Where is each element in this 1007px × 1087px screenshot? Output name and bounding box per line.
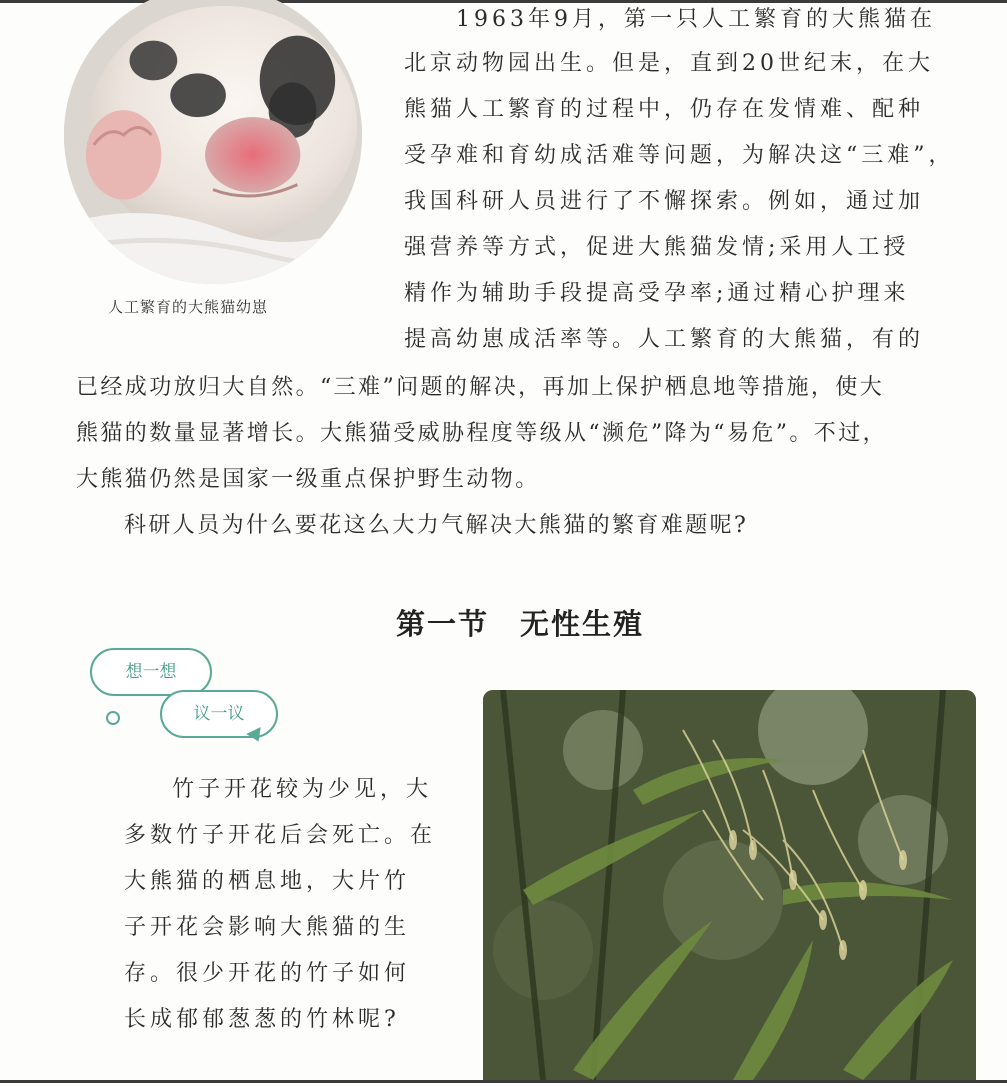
bubble-dot — [106, 711, 120, 725]
discuss-label: 议一议 — [193, 704, 245, 724]
discussion-line: 多数竹子开花后会死亡。在 — [124, 823, 437, 848]
intro-line: 受孕难和育幼成活难等问题，为解决这“三难”， — [404, 143, 955, 168]
discussion-line: 子开花会影响大熊猫的生 — [124, 915, 411, 940]
bottom-border — [0, 1080, 1007, 1083]
think-label: 想一想 — [125, 662, 177, 682]
question-line: 科研人员为什么要花这么大力气解决大熊猫的繁育难题呢? — [124, 513, 749, 538]
intro-line: 北京动物园出生。但是，直到20世纪末，在大 — [404, 51, 934, 76]
intro-line: 精作为辅助手段提高受孕率;通过精心护理来 — [404, 281, 910, 306]
intro-line: 熊猫人工繁育的过程中，仍存在发情难、配种 — [404, 97, 925, 122]
bamboo-flowering-photo — [483, 690, 976, 1080]
photo-caption: 人工繁育的大熊猫幼崽 — [108, 298, 269, 316]
body-line: 已经成功放归大自然。“三难”问题的解决，再加上保护栖息地等措施，使大 — [76, 375, 885, 400]
discussion-line: 存。很少开花的竹子如何 — [124, 961, 411, 986]
section-title: 第一节 无性生殖 — [396, 607, 645, 641]
discussion-line: 竹子开花较为少见，大 — [172, 777, 433, 802]
intro-line: 我国科研人员进行了不懈探索。例如，通过加 — [404, 189, 925, 214]
discussion-line: 长成郁郁葱葱的竹林呢? — [124, 1007, 400, 1032]
think-bubble — [90, 648, 212, 696]
panda-cub-photo — [64, 0, 362, 284]
body-line: 熊猫的数量显著增长。大熊猫受威胁程度等级从“濒危”降为“易危”。不过， — [76, 421, 887, 446]
body-line: 大熊猫仍然是国家一级重点保护野生动物。 — [76, 467, 540, 492]
intro-line: 提高幼崽成活率等。人工繁育的大熊猫，有的 — [404, 327, 925, 352]
intro-line: 1963年9月，第一只人工繁育的大熊猫在 — [456, 7, 936, 32]
discussion-line: 大熊猫的栖息地，大片竹 — [124, 869, 411, 894]
intro-line: 强营养等方式，促进大熊猫发情;采用人工授 — [404, 235, 910, 260]
